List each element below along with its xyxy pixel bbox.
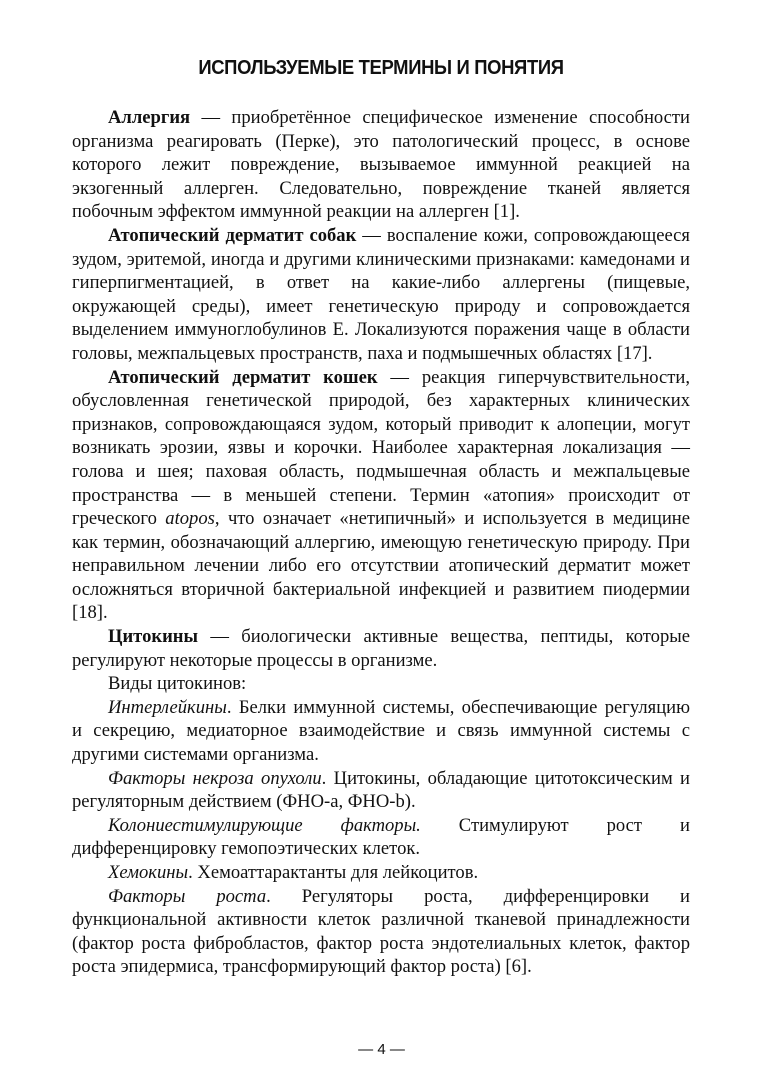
definition-allergy: — приобретённое специфическое изменение способности организма реагировать (Перке), это патологический процесс, в основе которого лежит повреждение, вызываемое иммунной реакцией на экзогенный аллерген. Следовательно, повреждение тканей является побочным эффектом иммунной реакции на аллерген [1]. — [72, 107, 690, 223]
paragraph-interleukins — [72, 696, 690, 767]
term-chemokines: Хемокины — [108, 862, 189, 883]
paragraph-growth-factors — [72, 885, 690, 979]
paragraph-cytokine-types-heading — [72, 672, 690, 696]
paragraph-csf — [72, 814, 690, 861]
paragraph-cytokines — [72, 625, 690, 672]
term-cytokines: Цитокины — [108, 626, 199, 648]
definition-atopic-dermatitis-dogs: — воспаление кожи, сопровождающееся зудом, эритемой, иногда и другими клиническими признаками: камедонами и гиперпигментацией, в ответ на какие-либо аллергены (пищевые, окружающей среды), имеет генетическую природу и сопровождается выделением иммуноглобулинов Е. Локализуются поражения чаще в области головы, межпальцевых пространств, паха и подмышечных областях [17]. — [72, 224, 690, 364]
page-number: — 4 — — [358, 1041, 405, 1058]
page-title: ИСПОЛЬЗУЕМЫЕ ТЕРМИНЫ И ПОНЯТИЯ — [198, 56, 564, 79]
term-atopic-dermatitis-dogs: Атопический дерматит собак — [108, 224, 357, 246]
definition-csf: Стимулируют рост и дифференцировку гемопоэтических клеток. — [72, 814, 690, 860]
definition-tnf: . Цитокины, обладающие цитотоксическим и регуляторным действием (ФНО-а, ФНО-b). — [72, 767, 690, 813]
paragraph-tnf — [72, 767, 690, 814]
term-growth-factors: Факторы роста — [108, 885, 267, 907]
paragraph-allergy — [72, 106, 690, 224]
definition-growth-factors: . Регуляторы роста, дифференцировки и функциональной активности клеток различной тканевой принадлежности (фактор роста фибробластов, фактор роста эндотелиальных клеток, фактор роста эпидермиса, трансформирующий фактор роста) [6]. — [72, 885, 691, 978]
cytokine-types-heading: Виды цитокинов: — [108, 673, 247, 695]
term-allergy: Аллергия — [108, 107, 191, 128]
paragraph-chemokines — [72, 861, 690, 885]
greek-word: atopos — [165, 508, 215, 530]
definition-atopic-dermatitis-cats-part-2: , что означает «нетипичный» и используется в медицине как термин, обозначающий аллергию, имеющую генетическую природу. При неправильном лечении либо его отсутствии атопический дерматит может осложняться вторичной бактериальной инфекцией и развитием пиодермии [18]. — [72, 508, 690, 624]
term-atopic-dermatitis-cats: Атопический дерматит кошек — [108, 366, 378, 388]
paragraph-atopic-cats — [72, 366, 690, 626]
paragraph-atopic-dogs — [72, 224, 690, 366]
definition-chemokines: . Хемоаттарактанты для лейкоцитов. — [188, 862, 479, 883]
term-tnf: Факторы некроза опухоли — [108, 767, 322, 789]
definition-atopic-dermatitis-cats-part-1: — реакция гиперчувствительности, обусловленная генетической природой, без характерных клинических признаков, сопровождающаяся зудом, который приводит к алопеции, могут возникать эрозии, язвы и корочки. Наиболее характерная локализация — голова и шея; паховая область, подмышечная область и межпальцевые пространства — в меньшей степени. Термин «атопия» происходит от греческого — [72, 366, 691, 530]
term-csf: Колониестимулирующие факторы. — [108, 814, 421, 836]
definition-interleukins: . Белки иммунной системы, обеспечивающие регуляцию и секрецию, медиаторное взаимодействие и связь иммунной системы с другими системами организма. — [72, 696, 690, 766]
term-interleukins: Интерлейкины — [108, 696, 227, 718]
page-content — [72, 52, 690, 979]
body-text — [72, 106, 690, 979]
definition-cytokines: — биологически активные вещества, пептиды, которые регулируют некоторые процессы в организме. — [72, 626, 690, 671]
